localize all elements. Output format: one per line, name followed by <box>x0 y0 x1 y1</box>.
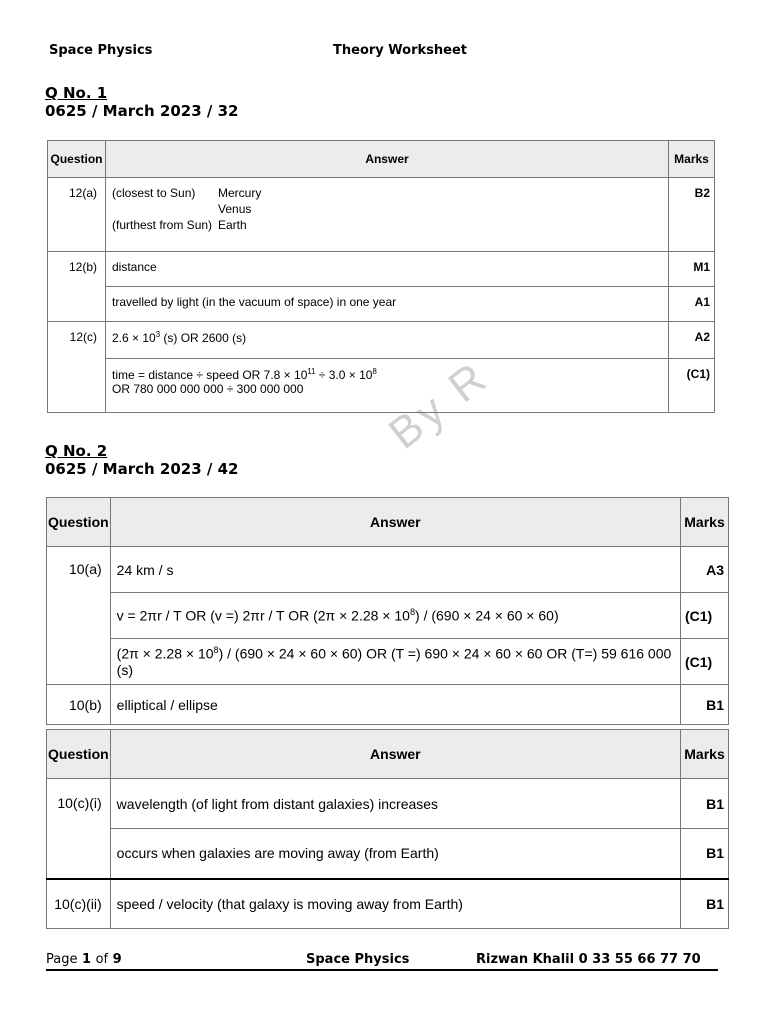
table-row <box>47 779 729 829</box>
answer-cell: $2.6 \times 10^3$ (s) OR 2600 (s) <box>106 322 669 359</box>
marks-cell: B1 <box>681 685 729 725</box>
planet-2: Venus <box>218 202 252 216</box>
answer-cell: distance <box>106 252 669 287</box>
question-2-markscheme-table-continued <box>46 729 729 929</box>
table-row <box>47 829 729 879</box>
column-header-marks: Marks <box>681 498 729 547</box>
column-header-marks: Marks <box>669 141 715 178</box>
marks-cell: B2 <box>669 178 715 252</box>
question-number: 10(a) <box>47 547 111 685</box>
column-header-question: Question <box>47 498 111 547</box>
marks-cell: B1 <box>681 829 729 879</box>
header-subject: Space Physics <box>49 43 153 58</box>
footer-author-contact: Rizwan Khalil 0 33 55 66 77 70 <box>476 952 701 967</box>
answer-cell: wavelength (of light from distant galaxies) increases <box>110 779 680 829</box>
column-header-answer: Answer <box>106 141 669 178</box>
marks-cell: A2 <box>669 322 715 359</box>
question-2-markscheme-table <box>46 497 729 725</box>
marks-cell: A1 <box>669 287 715 322</box>
question-1-reference: 0625 / March 2023 / 32 <box>45 102 239 120</box>
answer-cell <box>106 178 669 252</box>
marks-cell: M1 <box>669 252 715 287</box>
column-header-question: Question <box>47 730 111 779</box>
marks-cell: A3 <box>681 547 729 593</box>
table-row <box>47 879 729 929</box>
question-2-reference: 0625 / March 2023 / 42 <box>45 460 239 478</box>
answer-cell: v = 2πr / T OR (v =) 2πr / T OR $(2\pi \times 2.28 \times 10^8) / (690 \times 24 \times 60 \times 60)$ <box>110 593 680 639</box>
footer-subject: Space Physics <box>306 952 410 967</box>
answer-cell: travelled by light (in the vacuum of space) in one year <box>106 287 669 322</box>
table-header-row <box>47 730 729 779</box>
table-row <box>48 287 715 322</box>
watermark: By R <box>380 351 498 459</box>
table-row <box>48 252 715 287</box>
table-header-row <box>48 141 715 178</box>
marks-cell: (C1) <box>681 593 729 639</box>
answer-cell: 24 km / s <box>110 547 680 593</box>
question-1-heading <box>45 84 238 120</box>
question-number: 10(c)(ii) <box>47 879 111 929</box>
table-row <box>47 547 729 593</box>
question-1-markscheme-table <box>47 140 715 413</box>
table-row <box>47 685 729 725</box>
answer-cell: occurs when galaxies are moving away (from Earth) <box>110 829 680 879</box>
header-worksheet-type: Theory Worksheet <box>333 43 467 58</box>
question-number: 10(c)(i) <box>47 779 111 879</box>
closest-label: (closest to Sun) <box>112 186 196 200</box>
page-number: Page 1 of 9 <box>46 952 122 967</box>
marks-cell: B1 <box>681 879 729 929</box>
question-1-title: Q No. 1 <box>45 84 108 102</box>
marks-cell: (C1) <box>681 639 729 685</box>
answer-cell: speed / velocity (that galaxy is moving away from Earth) <box>110 879 680 929</box>
marks-cell: B1 <box>681 779 729 829</box>
column-header-question: Question <box>48 141 106 178</box>
table-row <box>48 322 715 359</box>
column-header-answer: Answer <box>110 730 680 779</box>
table-row <box>48 359 715 413</box>
question-number: 12(c) <box>48 322 106 413</box>
question-number: 12(a) <box>48 178 106 252</box>
furthest-label: (furthest from Sun) <box>112 218 213 232</box>
answer-cell: $(2\pi \times 2.28 \times 10^8) / (690 \times 24 \times 60 \times 60)$ OR (T =) 690 × 24 × 60 × 60 OR (T=) 59 616 000 (s) <box>110 639 680 685</box>
table-row <box>48 178 715 252</box>
column-header-marks: Marks <box>681 730 729 779</box>
table-row <box>47 593 729 639</box>
table-row <box>47 639 729 685</box>
question-number: 10(b) <box>47 685 111 725</box>
page-footer <box>46 952 718 971</box>
planet-3: Earth <box>218 218 247 232</box>
column-header-answer: Answer <box>110 498 680 547</box>
answer-cell: time = distance ÷ speed OR $7.8 \times 10^{11} \div 3.0 \times 10^8$ OR 780 000 000 000 ÷ 300 000 000 <box>106 359 669 413</box>
question-number: 12(b) <box>48 252 106 322</box>
question-2-heading <box>45 442 238 478</box>
planet-1: Mercury <box>218 186 262 200</box>
marks-cell: (C1) <box>669 359 715 413</box>
table-header-row <box>47 498 729 547</box>
question-2-title: Q No. 2 <box>45 442 108 460</box>
answer-cell: elliptical / ellipse <box>110 685 680 725</box>
